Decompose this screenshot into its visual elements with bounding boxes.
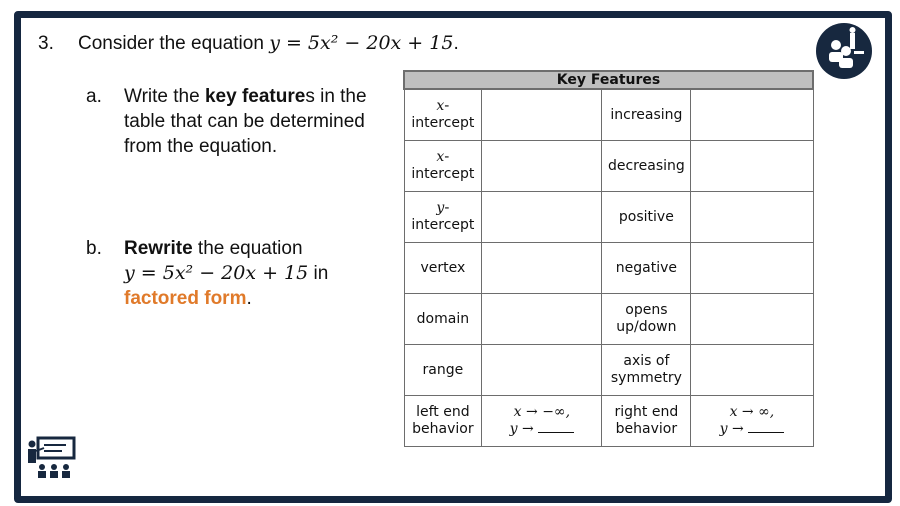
answer-cell[interactable]	[482, 243, 602, 294]
feature-label: x- intercept	[404, 141, 482, 192]
feature-label: increasing	[602, 89, 691, 141]
end-behavior-right-cell[interactable]: x → ∞, y →	[691, 396, 813, 447]
answer-blank[interactable]	[748, 421, 784, 433]
answer-cell[interactable]	[482, 345, 602, 396]
table-title: Key Features	[404, 71, 813, 89]
part-a-label: a.	[86, 86, 102, 107]
answer-cell[interactable]	[691, 89, 813, 141]
students-badge-icon	[816, 23, 872, 79]
part-b-equation: y = 5x² − 20x + 15	[124, 262, 309, 284]
answer-cell[interactable]	[482, 141, 602, 192]
question-number: 3.	[38, 33, 54, 54]
feature-label: y- intercept	[404, 192, 482, 243]
answer-cell[interactable]	[482, 89, 602, 141]
answer-cell[interactable]	[691, 243, 813, 294]
feature-label: left end behavior	[404, 396, 482, 447]
feature-label: positive	[602, 192, 691, 243]
feature-label: x- intercept	[404, 89, 482, 141]
answer-cell[interactable]	[691, 294, 813, 345]
answer-cell[interactable]	[691, 345, 813, 396]
question-text: Consider the equation y = 5x² − 20x + 15.	[78, 32, 459, 54]
key-features-table	[403, 70, 814, 447]
table-row	[404, 192, 813, 243]
feature-label: vertex	[404, 243, 482, 294]
table-row	[404, 243, 813, 294]
question-equation: y = 5x² − 20x + 15	[269, 32, 454, 54]
answer-blank[interactable]	[538, 421, 574, 433]
feature-label: opens up/down	[602, 294, 691, 345]
table-row	[404, 141, 813, 192]
feature-label: right end behavior	[602, 396, 691, 447]
answer-cell[interactable]	[482, 192, 602, 243]
feature-label: negative	[602, 243, 691, 294]
table-row	[404, 345, 813, 396]
table-row	[404, 89, 813, 141]
table-row	[404, 294, 813, 345]
feature-label: decreasing	[602, 141, 691, 192]
answer-cell[interactable]	[691, 141, 813, 192]
feature-label: axis of symmetry	[602, 345, 691, 396]
table-row	[404, 396, 813, 447]
part-b-label: b.	[86, 238, 102, 259]
part-a-text: Write the key features in the table that can be determined from the equation.	[124, 86, 367, 157]
feature-label: range	[404, 345, 482, 396]
answer-cell[interactable]	[482, 294, 602, 345]
end-behavior-left-cell[interactable]: x → −∞, y →	[482, 396, 602, 447]
part-b-text: Rewrite the equation y = 5x² − 20x + 15 in factored form.	[124, 238, 329, 309]
answer-cell[interactable]	[691, 192, 813, 243]
teacher-board-icon	[26, 436, 78, 480]
feature-label: domain	[404, 294, 482, 345]
